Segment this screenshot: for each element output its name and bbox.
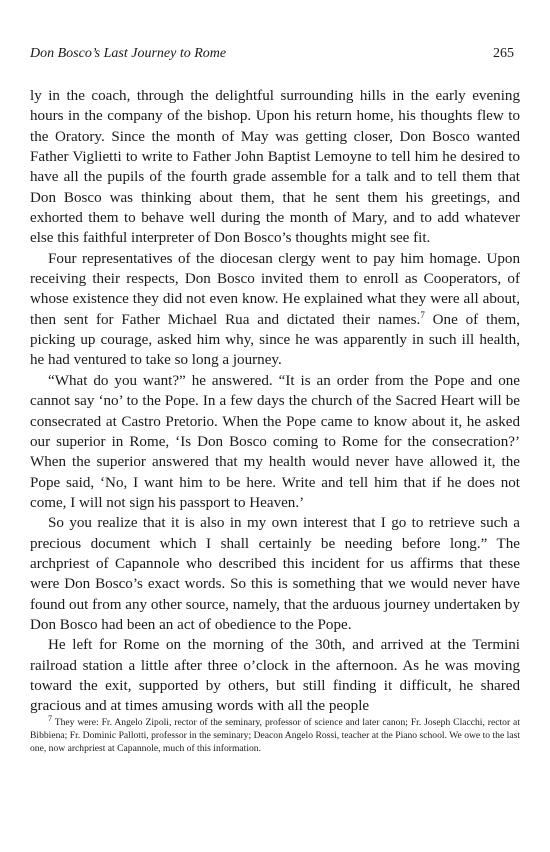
book-page [30,46,520,754]
paragraph-1: ly in the coach, through the delightful surrounding hills in the early evening hours in the company of the bishop. Upon his return home, his thoughts flew to the Oratory. Since the month of May was getting closer, Don Bosco wanted Father Viglietti to write to Father John Baptist Lemoyne to tell him he desired to have all the pupils of the fourth grade assemble for a talk and to tell them that Don Bosco was thinking about them, that he sent them his greetings, and exhorted them to behave well during the month of Mary, and to add whatever else this faithful interpreter of Don Bosco’s thoughts might see fit. [30,88,520,247]
page-number: 265 [493,46,514,61]
paragraph-5: He left for Rome on the morning of the 30th, and arrived at the Termini railroad station a little after three o’clock in the afternoon. As he was moving toward the exit, supported by others, but still finding it difficult, he shared gracious and at times amusing words with all the people [30,637,520,715]
body-text [30,86,520,717]
paragraph-2 [30,249,520,371]
paragraph-4: So you realize that it is also in my own interest that I go to retrieve such a precious document which I shall certainly be needing before long.” The archpriest of Capannole who described this incident for us affirms that these were Don Bosco’s exact words. So this is something that we would never have found out from any other source, namely, that the arduous journey undertaken by Don Bosco had been an act of obedience to the Pope. [30,515,520,633]
footnote-reference: 7 [420,309,425,320]
running-title: Don Bosco’s Last Journey to Rome [30,46,227,61]
paragraph-3: “What do you want?” he answered. “It is an order from the Pope and one cannot say ‘no’ to the Pope. In a few days the church of the Sacred Heart will be consecrated at Castro Pretorio. When the Pope came to know about it, he asked our superior in Rome, ‘Is Don Bosco coming to Rome for the consecration?’ When the superior answered that my health would never have allowed it, the Pope said, ‘No, I want him to be here. Write and tell him that if he does not come, I will not sign his passport to Heaven.’ [30,372,520,511]
footnote-mark: 7 [48,713,52,723]
footnote [30,713,520,755]
footnote-text: They were: Fr. Angelo Zipoli, rector of the seminary, professor of science and later canon; Fr. Joseph Clacchi, rector at Bibbiena; Fr. Dominic Pallotti, professor in the seminary; Deacon Angelo Rossi, teacher at the Piano school. We owe to the last one, now archpriest at Capannole, much of this information. [30,717,520,754]
running-head [30,46,520,66]
paragraph-2-part-a: Four representatives of the diocesan clergy went to pay him homage. Upon receiving their respects, Don Bosco invited them to enroll as Cooperators, of whose existence they did not even know. He explained what they were all about, then sent for Father Michael Rua and dictated their names. [30,250,520,328]
paragraph-2-part-b: One of them, picking up courage, asked him why, since he was apparently in such ill health, he had ventured to take so long a journey. [30,311,520,369]
